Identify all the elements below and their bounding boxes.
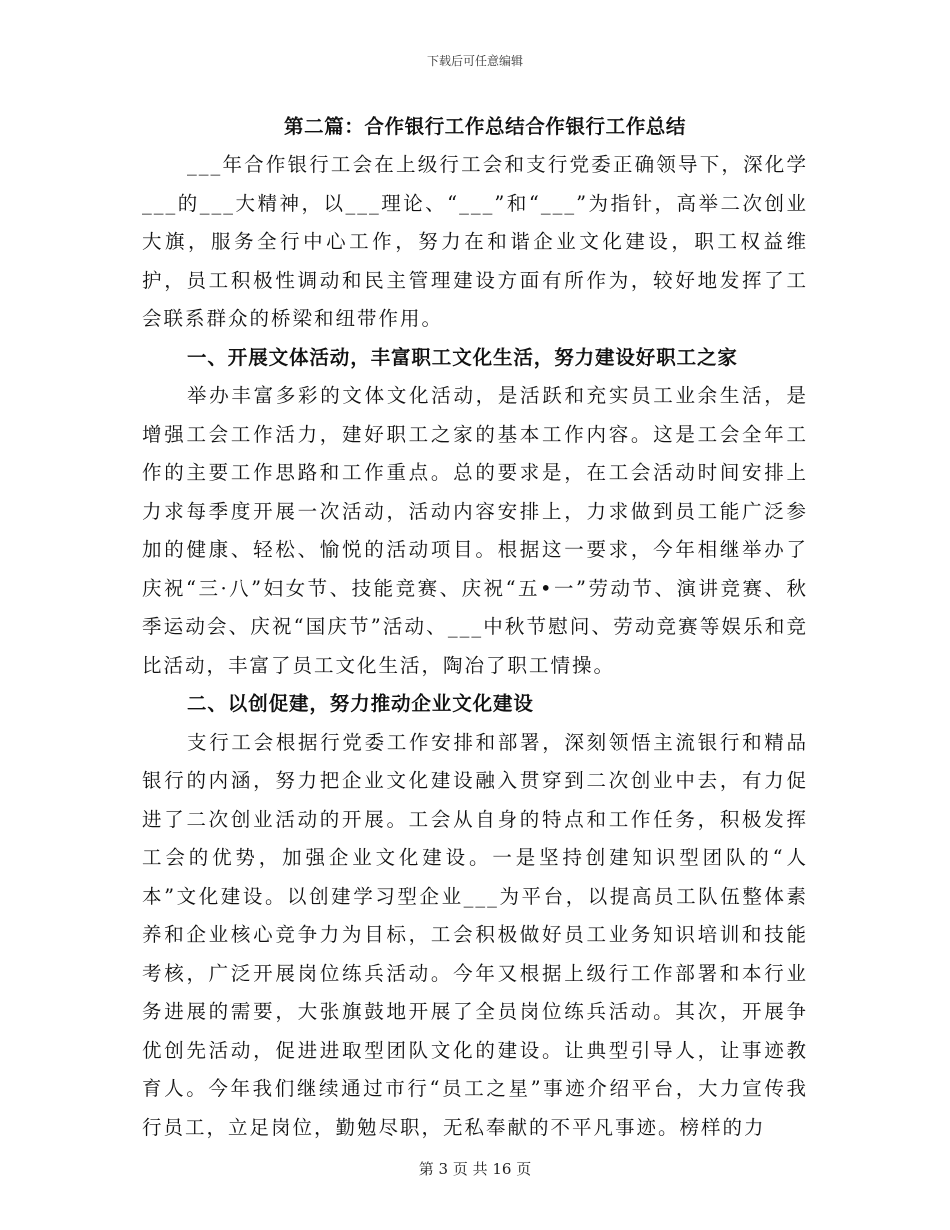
section-1-heading: 一、开展文体活动，丰富职工文化生活，努力建设好职工之家: [187, 345, 738, 369]
section-1-paragraph: 举办丰富多彩的文体文化活动，是活跃和充实员工业余生活，是增强工会工作活力，建好职工之家的基本工作内容。这是工会全年工作的主要工作思路和工作重点。总的要求是，在工会活动时间安排上力求每季度开展一次活动，活动内容安排上，力求做到员工能广泛参加的健康、轻松、愉悦的活动项目。根据这一要求，今年相继举办了庆祝“三·八”妇女节、技能竞赛、庆祝“五•一”劳动节、演讲竞赛、秋季运动会、庆祝“国庆节”活动、___中秋节慰问、劳动竞赛等娱乐和竞比活动，丰富了员工文化生活，陶冶了职工情操。: [142, 384, 808, 677]
intro-paragraph: ___年合作银行工会在上级行工会和支行党委正确领导下，深化学___的___大精神，以___理论、“___”和“___”为指针，高举二次创业大旗，服务全行中心工作，努力在和谐企业文化建设，职工权益维护，员工积极性调动和民主管理建设方面有所作为，较好地发挥了工会联系群众的桥梁和纽带作用。: [142, 153, 808, 330]
document-title: 第二篇：合作银行工作总结合作银行工作总结: [284, 115, 687, 138]
page-number-footer: 第 3 页 共 16 页: [418, 1160, 532, 1178]
page-header-note: 下载后可任意编辑: [426, 54, 523, 68]
section-2-heading: 二、以创促建，努力推动企业文化建设: [187, 692, 534, 715]
section-2-paragraph: 支行工会根据行党委工作安排和部署，深刻领悟主流银行和精品银行的内涵，努力把企业文化建设融入贯穿到二次创业中去，有力促进了二次创业活动的开展。工会从自身的特点和工作任务，积极发挥工会的优势，加强企业文化建设。一是坚持创建知识型团队的“人本”文化建设。以创建学习型企业___为平台，以提高员工队伍整体素养和企业核心竞争力为目标，工会积极做好员工业务知识培训和技能考核，广泛开展岗位练兵活动。今年又根据上级行工作部署和本行业务进展的需要，大张旗鼓地开展了全员岗位练兵活动。其次，开展争优创先活动，促进进取型团队文化的建设。让典型引导人，让事迹教育人。今年我们继续通过市行“员工之星”事迹介绍平台，大力宣传我行员工，立足岗位，勤勉尽职，无私奉献的不平凡事迹。榜样的力: [142, 730, 808, 1139]
document-body: [142, 108, 808, 1147]
